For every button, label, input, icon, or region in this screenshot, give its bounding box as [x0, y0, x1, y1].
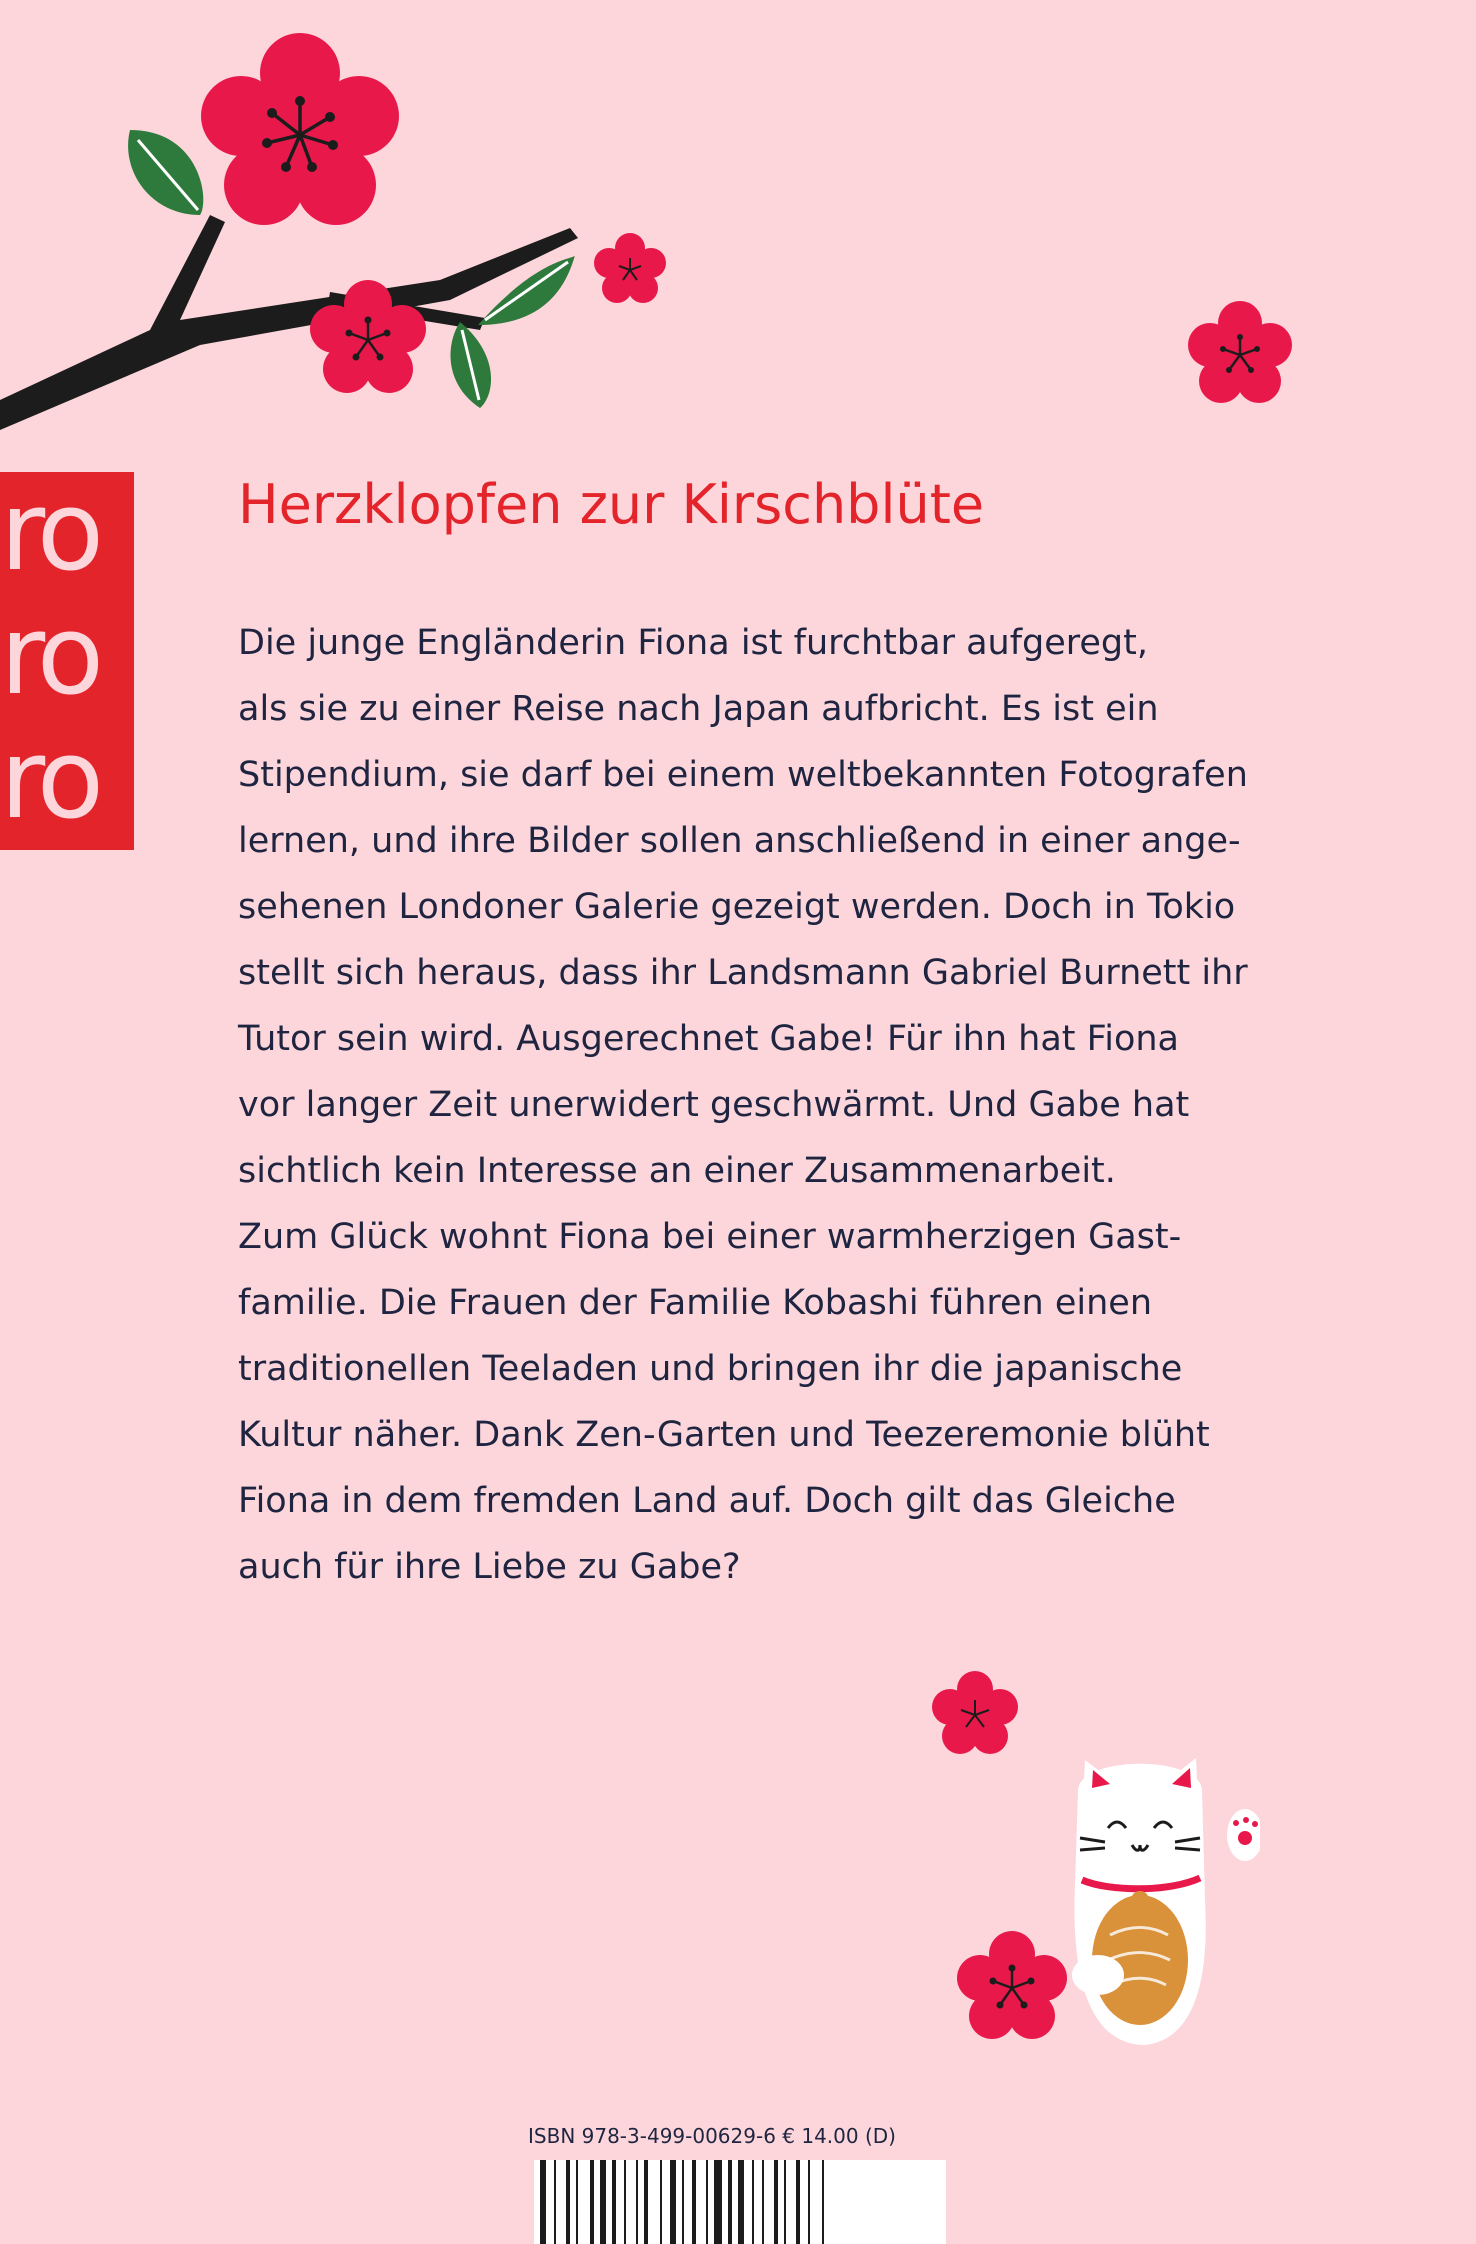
- blurb-line: Zum Glück wohnt Fiona bei einer warmherzigen Gast-: [238, 1217, 1182, 1257]
- headline: Herzklopfen zur Kirschblüte: [238, 473, 985, 536]
- blurb-line: auch für ihre Liebe zu Gabe?: [238, 1547, 741, 1587]
- blurb-line: Tutor sein wird. Ausgerechnet Gabe! Für ihn hat Fiona: [238, 1019, 1179, 1059]
- blurb-line: Die junge Engländerin Fiona ist furchtbar aufgeregt,: [238, 623, 1148, 663]
- barcode-bar: [612, 2160, 616, 2244]
- barcode-bar: [706, 2160, 708, 2244]
- barcode-bar: [822, 2160, 824, 2244]
- barcode-bar: [808, 2160, 810, 2244]
- barcode-bar: [600, 2160, 606, 2244]
- blurb-line: als sie zu einer Reise nach Japan aufbricht. Es ist ein: [238, 689, 1159, 729]
- blurb-line: vor langer Zeit unerwidert geschwärmt. Und Gabe hat: [238, 1085, 1190, 1125]
- barcode-bar: [660, 2160, 662, 2244]
- barcode-bar: [738, 2160, 744, 2244]
- leaf-icon: [450, 322, 491, 408]
- blurb-line: Fiona in dem fremden Land auf. Doch gilt das Gleiche: [238, 1481, 1176, 1521]
- barcode-bar: [624, 2160, 626, 2244]
- barcode-bar: [762, 2160, 764, 2244]
- publisher-logo: [0, 472, 134, 850]
- barcode-bar: [796, 2160, 800, 2244]
- blossom-icon: [957, 1931, 1067, 2039]
- blurb-line: familie. Die Frauen der Familie Kobashi führen einen: [238, 1283, 1153, 1323]
- barcode-bar: [774, 2160, 778, 2244]
- isbn-price-label: ISBN 978-3-499-00629-6 € 14.00 (D): [528, 2124, 896, 2148]
- barcode-bar: [670, 2160, 676, 2244]
- barcode-bar: [728, 2160, 732, 2244]
- logo-line-1: ro: [0, 472, 99, 595]
- barcode-bar: [566, 2160, 570, 2244]
- blurb-line: sehenen Londoner Galerie gezeigt werden. Doch in Tokio: [238, 887, 1236, 927]
- logo-line-3: ro: [0, 715, 99, 843]
- barcode-icon: [534, 2160, 946, 2244]
- barcode-bar: [784, 2160, 786, 2244]
- logo-line-2: ro: [0, 591, 99, 719]
- cat-icon: [1072, 1758, 1260, 2045]
- barcode-bar: [692, 2160, 696, 2244]
- blossom-large-icon: [201, 33, 399, 225]
- barcode-bar: [752, 2160, 754, 2244]
- blurb-line: stellt sich heraus, dass ihr Landsmann Gabriel Burnett ihr: [238, 953, 1248, 993]
- blurb-text: [238, 610, 1338, 1600]
- barcode-bar: [644, 2160, 648, 2244]
- blossom-small-icon: [594, 233, 666, 303]
- barcode-bar: [540, 2160, 546, 2244]
- blurb-line: Stipendium, sie darf bei einem weltbekannten Fotografen: [238, 755, 1248, 795]
- blurb-line: lernen, und ihre Bilder sollen anschließend in einer ange-: [238, 821, 1241, 861]
- blossom-icon: [932, 1671, 1018, 1754]
- lucky-cat-illustration: [900, 1660, 1260, 2060]
- blurb-line: traditionellen Teeladen und bringen ihr die japanische: [238, 1349, 1183, 1389]
- barcode-bar: [714, 2160, 722, 2244]
- blurb-line: Kultur näher. Dank Zen-Garten und Teezeremonie blüht: [238, 1415, 1210, 1455]
- cherry-branch-illustration: [0, 0, 1476, 460]
- barcode-bar: [576, 2160, 578, 2244]
- blossom-icon: [1188, 301, 1292, 403]
- blurb-line: sichtlich kein Interesse an einer Zusammenarbeit.: [238, 1151, 1116, 1191]
- barcode-bar: [590, 2160, 594, 2244]
- barcode-bar: [636, 2160, 638, 2244]
- barcode-bar: [682, 2160, 684, 2244]
- leaf-icon: [128, 130, 203, 215]
- barcode-bar: [554, 2160, 556, 2244]
